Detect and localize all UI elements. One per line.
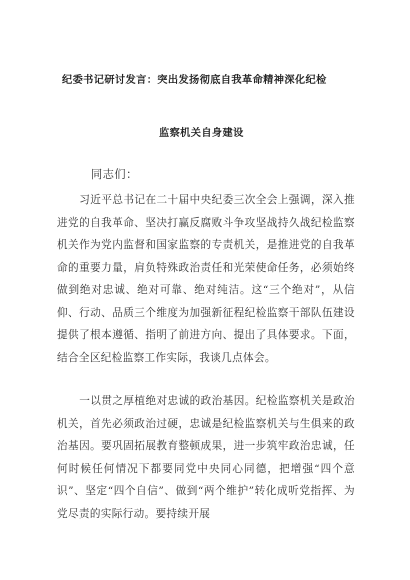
document-title-line-1: 纪委书记研讨发言：突出发扬彻底自我革命精神深化纪检: [62, 75, 327, 86]
paragraph-2: 一以贯之厚植绝对忠诚的政治基因。纪检监察机关是政治机关，首先必须政治过硬，忠诚是纪检监察机关与生俱来的政治基因。要巩固拓展教育整顿成果，进一步筑牢政治忠诚，任何时候任何情况下都要同党中央同心同德，把增强“四个意识”、坚定“四个自信”、做到“两个维护”转化成听党指挥、为党尽责的实际行动。要持续开展: [57, 395, 355, 520]
document-title-line-2: 监察机关自身建设: [159, 128, 244, 139]
salutation: 同志们：: [91, 168, 138, 181]
paragraph-1: 习近平总书记在二十届中央纪委三次全会上强调，深入推进党的自我革命、坚决打赢反腐败斗争攻坚战持久战纪检监察机关作为党内监督和国家监察的专责机关，是推进党的自我革命的重要力量，肩负特殊政治责任和光荣使命任务，必须始终做到绝对忠诚、绝对可靠、绝对纯洁。这“三个绝对”，从信仰、行动、品质三个维度为加强新征程纪检监察干部队伍建设提供了根本遵循、指明了前进方向、提出了具体要求。下面，结合全区纪检监察工作实际，我谈几点体会。: [57, 194, 355, 364]
